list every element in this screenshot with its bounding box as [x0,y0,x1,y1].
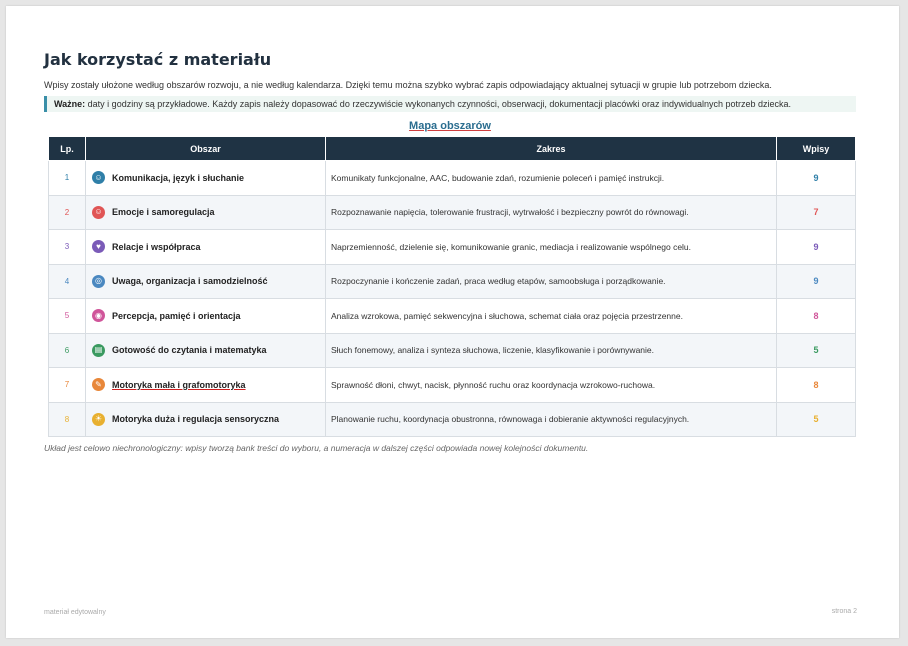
row-lp: 4 [49,264,86,299]
row-scope: Rozpoczynanie i kończenie zadań, praca według etapów, samoobsługa i porządkowanie. [326,264,777,299]
row-area [86,333,326,368]
speech-icon: ☺ [92,171,105,184]
row-lp: 7 [49,368,86,403]
row-lp: 5 [49,299,86,334]
emotion-icon: ☺ [92,206,105,219]
table-row [49,368,856,403]
row-count: 9 [777,230,856,265]
important-note [44,96,856,112]
area-name: Relacje i współpraca [112,241,201,252]
perception-icon: ◉ [92,309,105,322]
table-row [49,195,856,230]
row-lp: 2 [49,195,86,230]
header-area: Obszar [86,137,326,161]
row-lp: 6 [49,333,86,368]
row-scope: Naprzemienność, dzielenie się, komunikowanie granic, mediacja i realizowanie wspólnego celu. [326,230,777,265]
table-row [49,402,856,437]
table-row [49,333,856,368]
area-name: Komunikacja, język i słuchanie [112,172,245,183]
row-scope: Analiza wzrokowa, pamięć sekwencyjna i słuchowa, schemat ciała oraz pojęcia przestrzenne. [326,299,777,334]
row-scope: Planowanie ruchu, koordynacja obustronna, równowaga i dobieranie aktywności regulacyjnych. [326,402,777,437]
row-scope: Komunikaty funkcjonalne, AAC, budowanie zdań, rozumienie poleceń i pamięć instrukcji. [326,161,777,196]
area-name: Emocje i samoregulacja [112,207,215,218]
page-number: strona 2 [831,608,857,615]
map-heading: Mapa obszarów [409,120,491,132]
row-lp: 8 [49,402,86,437]
row-scope: Słuch fonemowy, analiza i synteza słuchowa, liczenie, klasyfikowanie i porównywanie. [326,333,777,368]
area-name: Percepcja, pamięć i orientacja [112,310,241,321]
book-icon: ▤ [92,344,105,357]
document-page [6,6,899,638]
table-row [49,161,856,196]
row-count: 8 [777,299,856,334]
area-name: Motoryka mała i grafomotoryka [112,379,246,390]
row-count: 9 [777,264,856,299]
page-content [44,50,856,453]
row-count: 8 [777,368,856,403]
header-scope: Zakres [326,137,777,161]
row-lp: 1 [49,161,86,196]
table-row [49,230,856,265]
note-label: Ważne: [54,99,86,109]
heart-icon: ♥ [92,240,105,253]
header-lp: Lp. [49,137,86,161]
table-header-row [49,137,856,161]
intro-paragraph: Wpisy zostały ułożone według obszarów rozwoju, a nie według kalendarza. Dzięki temu można szybko wybrać zapis odpowiadający aktualnej sytuacji w grupie lub potrzebom dziecka. [44,80,772,90]
row-scope: Sprawność dłoni, chwyt, nacisk, płynność ruchu oraz koordynacja wzrokowo-ruchowa. [326,368,777,403]
row-count: 7 [777,195,856,230]
row-area [86,402,326,437]
footnote: Układ jest celowo niechronologiczny: wpisy tworzą bank treści do wyboru, a numeracja w dalszej części odpowiada nowej kolejności dokumentu. [44,443,589,453]
area-name: Gotowość do czytania i matematyka [112,345,267,356]
row-area [86,264,326,299]
focus-icon: ◎ [92,275,105,288]
header-count: Wpisy [777,137,856,161]
row-lp: 3 [49,230,86,265]
areas-table [48,136,856,437]
row-area [86,161,326,196]
table-row [49,299,856,334]
hand-icon: ✎ [92,378,105,391]
note-text: daty i godziny są przykładowe. Każdy zapis należy dopasować do rzeczywiście wykonanych czynności, obserwacji, dokumentacji placówki oraz indywidualnych potrzeb dziecka. [85,99,792,109]
area-name: Motoryka duża i regulacja sensoryczna [112,414,280,425]
area-name: Uwaga, organizacja i samodzielność [112,276,268,287]
row-area [86,299,326,334]
row-count: 5 [777,402,856,437]
row-area [86,195,326,230]
motion-icon: ☀ [92,413,105,426]
table-row [49,264,856,299]
footer-left: materiał edytowalny [44,609,106,616]
row-count: 5 [777,333,856,368]
row-area [86,368,326,403]
row-scope: Rozpoznawanie napięcia, tolerowanie frustracji, wytrwałość i bezpieczny powrót do równowagi. [326,195,777,230]
page-title: Jak korzystać z materiału [44,50,272,69]
row-count: 9 [777,161,856,196]
row-area [86,230,326,265]
